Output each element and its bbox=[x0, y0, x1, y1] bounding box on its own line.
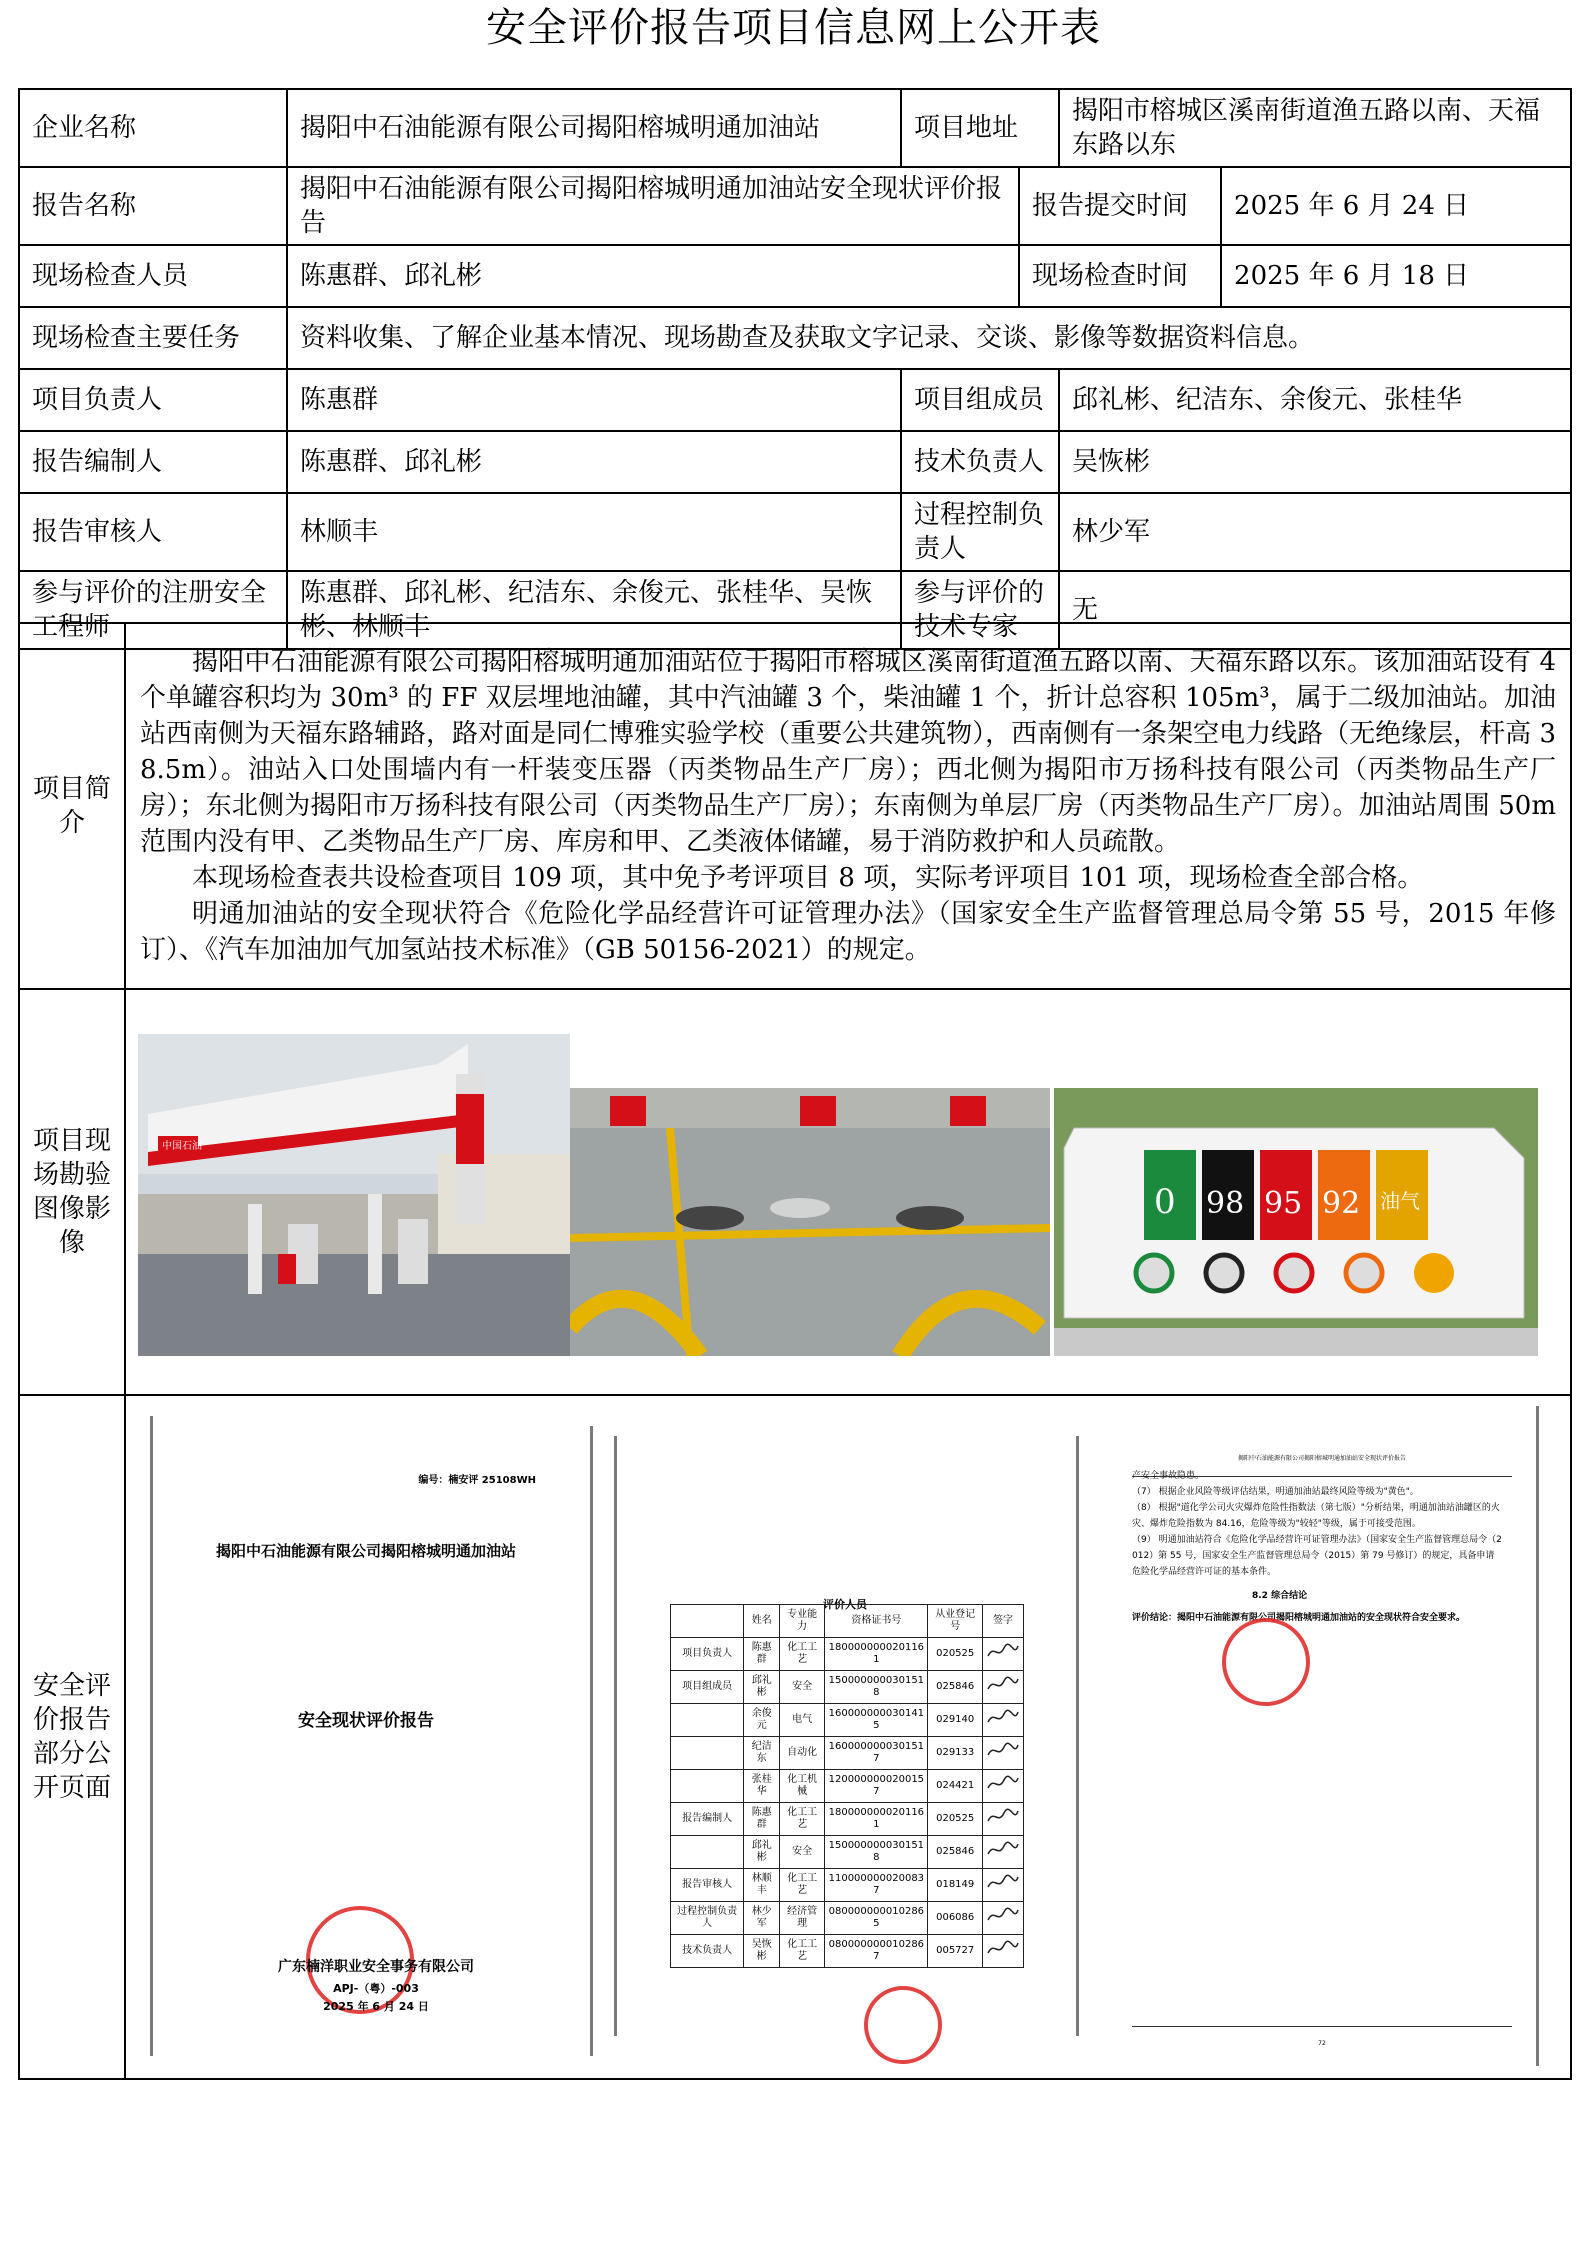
cover-org: 广东楠洋职业安全事务有限公司 bbox=[278, 1959, 474, 1975]
personnel-row bbox=[671, 1704, 1024, 1737]
brand-sign: 中国石油 bbox=[162, 1141, 202, 1152]
personnel-cell: 电气 bbox=[780, 1704, 825, 1737]
photos-cell bbox=[125, 989, 1571, 1395]
personnel-cell: 005727 bbox=[928, 1935, 983, 1968]
personnel-cell: 化工工艺 bbox=[780, 1638, 825, 1671]
personnel-row bbox=[671, 1803, 1024, 1836]
tech-label: 技术负责人 bbox=[901, 431, 1059, 493]
intro-content bbox=[125, 623, 1571, 989]
personnel-cell: 006086 bbox=[928, 1902, 983, 1935]
personnel-cell: 技术负责人 bbox=[671, 1935, 744, 1968]
personnel-cell: 020525 bbox=[928, 1638, 983, 1671]
personnel-cell: 过程控制负责人 bbox=[671, 1902, 744, 1935]
personnel-cell: 1600000000301517 bbox=[825, 1737, 928, 1770]
personnel-cell: 1800000000201161 bbox=[825, 1803, 928, 1836]
forecourt-photo bbox=[570, 1088, 1050, 1356]
experts-value: 无 bbox=[1059, 571, 1571, 649]
conclusion-line-3: （8） 根据"道化学公司火灾爆炸危险性指数法（第七版）"分析结果，明通加油站油罐区的火灾、爆炸危险指数为 84.16，危险等级为"较轻"等级，属于可接受范围。 bbox=[1132, 1503, 1500, 1529]
personnel-cell: 项目组成员 bbox=[671, 1671, 744, 1704]
personnel-cell: 安全 bbox=[780, 1836, 825, 1869]
personnel-cell: 陈惠群 bbox=[744, 1638, 780, 1671]
station-canopy-photo bbox=[138, 1034, 570, 1356]
personnel-cell: 经济管理 bbox=[780, 1902, 825, 1935]
ppl-header-cert: 资格证书号 bbox=[825, 1605, 928, 1638]
report-name-label: 报告名称 bbox=[19, 167, 287, 245]
enterprise-label: 企业名称 bbox=[19, 89, 287, 167]
experts-label: 参与评价的技术专家 bbox=[901, 571, 1059, 649]
personnel-cell: 报告编制人 bbox=[671, 1803, 744, 1836]
inspect-time-label: 现场检查时间 bbox=[1019, 245, 1221, 307]
task-value: 资料收集、了解企业基本情况、现场勘查及获取文字记录、交谈、影像等数据资料信息。 bbox=[287, 307, 1571, 369]
enterprise-value: 揭阳中石油能源有限公司揭阳榕城明通加油站 bbox=[287, 89, 901, 167]
intro-paragraph-2: 本现场检查表共设检查项目 109 项，其中免予考评项目 8 项，实际考评项目 101 项，现场检查全部合格。 bbox=[192, 863, 1424, 893]
personnel-cell: 纪洁东 bbox=[744, 1737, 780, 1770]
intro-paragraph-1: 揭阳中石油能源有限公司揭阳榕城明通加油站位于揭阳市榕城区溪南街道渔五路以南、天福东路以东。该加油站设有 4 个单罐容积均为 30m³ 的 FF 双层埋地油罐，其中汽油罐 3 个，柴油罐 1 个，折计总容积 105m³，属于二级加油站。加油站西南侧为天福东路辅路，路对面是同仁博雅实验学校（重要公共建筑物），西南侧有一条架空电力线路（无绝缘层，杆高 38.5m）。油站入口处围墙内有一杆装变压器（丙类物品生产厂房）；西北侧为揭阳市万扬科技有限公司（丙类物品生产厂房）；东北侧为揭阳市万扬科技有限公司（丙类物品生产厂房）；东南侧为单层厂房（丙类物品生产厂房）。加油站周围 50m 范围内没有甲、乙类物品生产厂房、库房和甲、乙类液体储罐，易于消防救护和人员疏散。 bbox=[140, 647, 1556, 857]
personnel-cell: 0800000000102865 bbox=[825, 1902, 928, 1935]
editor-label: 报告编制人 bbox=[19, 431, 287, 493]
conclusion-line-4: （9） 明通加油站符合《危险化学品经营许可证管理办法》（国家安全生产监督管理总局令（2012）第 55 号，国家安全生产监督管理总局令（2015）第 79 号修订）的规定，具备申请危险化学品经营许可证的基本条件。 bbox=[1132, 1535, 1502, 1577]
submit-time-value: 2025 年 6 月 24 日 bbox=[1221, 167, 1571, 245]
info-table bbox=[18, 88, 1572, 650]
inspectors-value: 陈惠群、邱礼彬 bbox=[287, 245, 1019, 307]
personnel-row bbox=[671, 1638, 1024, 1671]
intro-label: 项目简介 bbox=[19, 623, 125, 989]
address-label: 项目地址 bbox=[901, 89, 1059, 167]
members-label: 项目组成员 bbox=[901, 369, 1059, 431]
fuel-caps-photo bbox=[1054, 1088, 1538, 1356]
personnel-table bbox=[670, 1604, 1024, 1968]
personnel-cell: 1200000000200157 bbox=[825, 1770, 928, 1803]
conclusion-header: 揭阳中石油能源有限公司揭阳榕城明通加油站安全现状评价报告 bbox=[1132, 1442, 1512, 1477]
signature-cell bbox=[982, 1671, 1023, 1704]
signature-cell bbox=[982, 1935, 1023, 1968]
report-cover-page bbox=[146, 1406, 596, 2066]
fuel-label-92: 92 bbox=[1322, 1186, 1361, 1221]
personnel-cell bbox=[671, 1737, 744, 1770]
signature-cell bbox=[982, 1902, 1023, 1935]
personnel-cell bbox=[671, 1770, 744, 1803]
cover-code: APJ-（粤）-003 bbox=[333, 1982, 419, 1995]
engineers-value: 陈惠群、邱礼彬、纪洁东、余俊元、张桂华、吴恢彬、林顺丰 bbox=[287, 571, 901, 649]
personnel-cell: 1600000000301415 bbox=[825, 1704, 928, 1737]
cover-report-title: 安全现状评价报告 bbox=[298, 1711, 434, 1731]
personnel-cell: 林少军 bbox=[744, 1902, 780, 1935]
personnel-cell: 报告审核人 bbox=[671, 1869, 744, 1902]
personnel-cell: 林顺丰 bbox=[744, 1869, 780, 1902]
personnel-cell: 025846 bbox=[928, 1671, 983, 1704]
ppl-header-name: 姓名 bbox=[744, 1605, 780, 1638]
page-title: 安全评价报告项目信息网上公开表 bbox=[486, 5, 1101, 51]
conclusion-line-2: （7） 根据企业风险等级评估结果，明通加油站最终风险等级为"黄色"。 bbox=[1132, 1487, 1419, 1497]
personnel-cell: 张桂华 bbox=[744, 1770, 780, 1803]
personnel-cell: 化工工艺 bbox=[780, 1935, 825, 1968]
fuel-label-98: 98 bbox=[1206, 1186, 1245, 1221]
personnel-cell bbox=[671, 1836, 744, 1869]
members-value: 邱礼彬、纪洁东、余俊元、张桂华 bbox=[1059, 369, 1571, 431]
personnel-row bbox=[671, 1671, 1024, 1704]
personnel-cell: 024421 bbox=[928, 1770, 983, 1803]
personnel-cell: 029133 bbox=[928, 1737, 983, 1770]
process-label: 过程控制负责人 bbox=[901, 493, 1059, 571]
personnel-cell: 陈惠群 bbox=[744, 1803, 780, 1836]
leader-value: 陈惠群 bbox=[287, 369, 901, 431]
signature-cell bbox=[982, 1803, 1023, 1836]
signature-cell bbox=[982, 1770, 1023, 1803]
conclusion-page bbox=[1092, 1406, 1562, 2066]
personnel-cell: 0800000000102867 bbox=[825, 1935, 928, 1968]
conclusion-page-number: 72 bbox=[1132, 2026, 1512, 2061]
task-label: 现场检查主要任务 bbox=[19, 307, 287, 369]
signature-cell bbox=[982, 1704, 1023, 1737]
personnel-page bbox=[610, 1406, 1080, 2066]
cover-date: 2025 年 6 月 24 日 bbox=[323, 2000, 429, 2013]
personnel-cell: 025846 bbox=[928, 1836, 983, 1869]
personnel-row bbox=[671, 1869, 1024, 1902]
cover-company: 揭阳中石油能源有限公司揭阳榕城明通加油站 bbox=[215, 1542, 516, 1560]
ppl-header-major: 专业能力 bbox=[780, 1605, 825, 1638]
personnel-cell: 化工工艺 bbox=[780, 1803, 825, 1836]
intro-paragraph-3: 明通加油站的安全现状符合《危险化学品经营许可证管理办法》（国家安全生产监督管理总局令第 55 号，2015 年修订）、《汽车加油加气加氢站技术标准》（GB 50156-2021）的规定。 bbox=[140, 899, 1556, 965]
photos-label: 项目现场勘验图像影像 bbox=[19, 989, 125, 1395]
personnel-cell bbox=[671, 1704, 744, 1737]
report-name-value: 揭阳中石油能源有限公司揭阳榕城明通加油站安全现状评价报告 bbox=[287, 167, 1019, 245]
personnel-cell: 029140 bbox=[928, 1704, 983, 1737]
pages-cell bbox=[125, 1395, 1571, 2079]
personnel-cell: 化工工艺 bbox=[780, 1869, 825, 1902]
personnel-cell: 1500000000301518 bbox=[825, 1836, 928, 1869]
ppl-header-sign: 签字 bbox=[982, 1605, 1023, 1638]
cover-serial: 编号：楠安评 25108WH bbox=[418, 1475, 536, 1486]
ppl-header-role bbox=[671, 1605, 744, 1638]
signature-cell bbox=[982, 1869, 1023, 1902]
personnel-cell: 项目负责人 bbox=[671, 1638, 744, 1671]
personnel-cell: 自动化 bbox=[780, 1737, 825, 1770]
inspect-time-value: 2025 年 6 月 18 日 bbox=[1221, 245, 1571, 307]
personnel-cell: 邱礼彬 bbox=[744, 1836, 780, 1869]
personnel-cell: 邱礼彬 bbox=[744, 1671, 780, 1704]
submit-time-label: 报告提交时间 bbox=[1019, 167, 1221, 245]
reviewer-value: 林顺丰 bbox=[287, 493, 901, 571]
fuel-label-0: 0 bbox=[1154, 1182, 1176, 1222]
personnel-cell: 1500000000301518 bbox=[825, 1671, 928, 1704]
personnel-row bbox=[671, 1737, 1024, 1770]
personnel-cell: 020525 bbox=[928, 1803, 983, 1836]
personnel-cell: 1800000000201161 bbox=[825, 1638, 928, 1671]
fuel-label-95: 95 bbox=[1264, 1186, 1303, 1221]
editor-value: 陈惠群、邱礼彬 bbox=[287, 431, 901, 493]
ppl-header-reg: 从业登记号 bbox=[928, 1605, 983, 1638]
personnel-heading: 评价人员 bbox=[823, 1598, 867, 1611]
personnel-cell: 吴恢彬 bbox=[744, 1935, 780, 1968]
personnel-cell: 1100000000200837 bbox=[825, 1869, 928, 1902]
pages-label: 安全评价报告部分公开页面 bbox=[19, 1395, 125, 2079]
signature-cell bbox=[982, 1836, 1023, 1869]
personnel-cell: 安全 bbox=[780, 1671, 825, 1704]
reviewer-label: 报告审核人 bbox=[19, 493, 287, 571]
conclusion-text: 评价结论：揭阳中石油能源有限公司揭阳榕城明通加油站的安全现状符合安全要求。 bbox=[1132, 1613, 1466, 1623]
personnel-cell: 余俊元 bbox=[744, 1704, 780, 1737]
personnel-row bbox=[671, 1935, 1024, 1968]
personnel-stamp bbox=[864, 1986, 942, 2064]
conclusion-line-1: 产安全事故隐患。 bbox=[1132, 1471, 1205, 1481]
address-value: 揭阳市榕城区溪南街道渔五路以南、天福东路以东 bbox=[1059, 89, 1571, 167]
personnel-row bbox=[671, 1836, 1024, 1869]
conclusion-stamp bbox=[1222, 1618, 1310, 1706]
inspectors-label: 现场检查人员 bbox=[19, 245, 287, 307]
leader-label: 项目负责人 bbox=[19, 369, 287, 431]
conclusion-section: 8.2 综合结论 bbox=[1252, 1591, 1308, 1601]
personnel-cell: 化工机械 bbox=[780, 1770, 825, 1803]
process-value: 林少军 bbox=[1059, 493, 1571, 571]
personnel-cell: 018149 bbox=[928, 1869, 983, 1902]
signature-cell bbox=[982, 1737, 1023, 1770]
personnel-row bbox=[671, 1770, 1024, 1803]
signature-cell bbox=[982, 1638, 1023, 1671]
fuel-label-vapor: 油气 bbox=[1380, 1189, 1420, 1213]
engineers-label: 参与评价的注册安全工程师 bbox=[19, 571, 287, 649]
personnel-row bbox=[671, 1902, 1024, 1935]
detail-table bbox=[18, 622, 1572, 2080]
tech-value: 吴恢彬 bbox=[1059, 431, 1571, 493]
